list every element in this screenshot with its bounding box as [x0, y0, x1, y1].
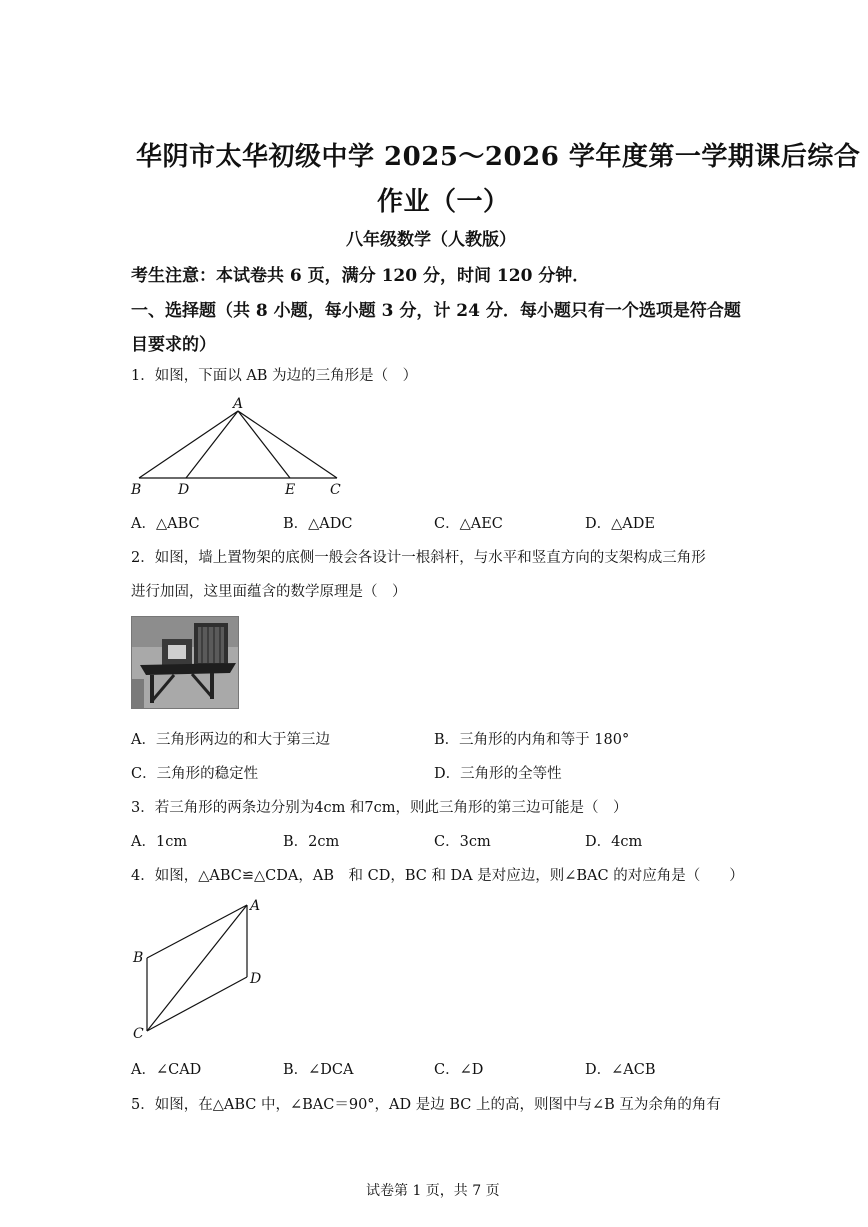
page-title-line2: 作业（一）: [377, 187, 510, 217]
q1-label-b: B: [131, 482, 142, 498]
q1-label-d: D: [178, 482, 190, 498]
question-3-option-b: B．2cm: [283, 834, 340, 850]
question-3-stem: 3．若三角形的两条边分别为4cm 和7cm，则此三角形的第三边可能是（ ）: [131, 800, 628, 816]
question-5-stem: 5．如图，在△ABC 中，∠BAC＝90°，AD 是边 BC 上的高，则图中与∠B 互为余角的角有: [131, 1097, 721, 1113]
q4-label-a: A: [250, 898, 261, 914]
page-title-line1: 华阴市太华初级中学 2025～2026 学年度第一学期课后综合: [136, 142, 861, 172]
question-1-option-d: D．△ADE: [585, 516, 655, 532]
question-4-option-a: A．∠CAD: [131, 1062, 202, 1078]
question-1-stem: 1．如图，下面以 AB 为边的三角形是（ ）: [131, 368, 418, 384]
page-subtitle: 八年级数学（人教版）: [346, 230, 516, 250]
section-heading-line1: 一、选择题（共 8 小题，每小题 3 分，计 24 分．每小题只有一个选项是符合题: [131, 301, 741, 321]
question-2-option-c: C．三角形的稳定性: [131, 766, 259, 782]
page-footer: 试卷第 1 页，共 7 页: [366, 1183, 500, 1199]
question-3-option-a: A．1cm: [131, 834, 188, 850]
q4-label-b: B: [133, 950, 144, 966]
q1-label-e: E: [285, 482, 296, 498]
question-2-stem-line1: 2．如图，墙上置物架的底侧一般会各设计一根斜杆，与水平和竖直方向的支架构成三角形: [131, 550, 706, 566]
question-1-option-a: A．△ABC: [131, 516, 200, 532]
question-4-stem: 4．如图，△ABC≌△CDA，AB 和 CD，BC 和 DA 是对应边，则∠BAC 的对应角是（ ）: [131, 868, 744, 884]
question-2-stem-line2: 进行加固，这里面蕴含的数学原理是（ ）: [131, 584, 407, 600]
q1-label-c: C: [330, 482, 341, 498]
question-3-option-c: C．3cm: [434, 834, 491, 850]
exam-notice: 考生注意：本试卷共 6 页，满分 120 分，时间 120 分钟．: [131, 266, 590, 286]
q1-label-a: A: [233, 396, 244, 412]
question-4-option-c: C．∠D: [434, 1062, 484, 1078]
question-2-option-d: D．三角形的全等性: [434, 766, 562, 782]
question-2-option-a: A．三角形两边的和大于第三边: [131, 732, 330, 748]
question-2-option-b: B．三角形的内角和等于 180°: [434, 732, 630, 748]
q4-label-d: D: [250, 971, 262, 987]
question-3-option-d: D．4cm: [585, 834, 643, 850]
question-4-option-d: D．∠ACB: [585, 1062, 656, 1078]
q4-label-c: C: [133, 1026, 144, 1042]
question-1-option-b: B．△ADC: [283, 516, 353, 532]
question-4-option-b: B．∠DCA: [283, 1062, 354, 1078]
question-1-option-c: C．△AEC: [434, 516, 503, 532]
section-heading-line2: 目要求的）: [131, 335, 216, 355]
